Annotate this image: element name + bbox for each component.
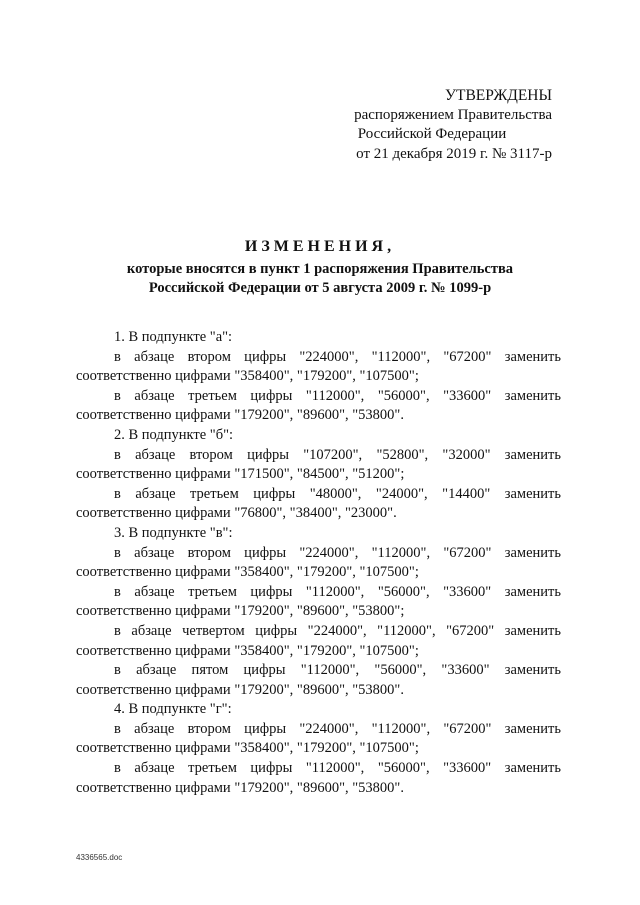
item-heading: 3. В подпункте "в": xyxy=(114,524,233,541)
paragraph-line: в абзаце втором цифры "224000", "112000", "67200" заменить xyxy=(114,348,561,365)
approval-line: Российской Федерации xyxy=(357,126,507,142)
approval-heading: УТВЕРЖДЕНЫ xyxy=(445,87,552,104)
item-heading: 1. В подпункте "а": xyxy=(114,329,233,345)
document-subtitle-line: Российской Федерации от 5 августа 2009 г. № 1099-р xyxy=(148,280,492,296)
document-file-id: 4336565.doc xyxy=(76,853,123,862)
paragraph-line: соответственно цифрами "76800", "38400", "23000". xyxy=(76,505,397,522)
document-body xyxy=(76,328,561,798)
paragraph-line: в абзаце третьем цифры "112000", "56000", "33600" заменить xyxy=(114,387,561,404)
paragraph-line: в абзаце третьем цифры "112000", "56000", "33600" заменить xyxy=(114,583,561,600)
paragraph-line: соответственно цифрами "358400", "179200", "107500"; xyxy=(76,642,419,659)
paragraph-line: соответственно цифрами "179200", "89600", "53800". xyxy=(76,407,404,424)
paragraph-line: соответственно цифрами "358400", "179200", "107500"; xyxy=(76,564,419,581)
approval-block xyxy=(312,86,552,164)
document-subtitle-line: которые вносятся в пункт 1 распоряжения Правительства xyxy=(126,261,514,277)
paragraph-line: соответственно цифрами "179200", "89600", "53800"; xyxy=(76,603,405,620)
paragraph-line: соответственно цифрами "179200", "89600", "53800". xyxy=(76,779,404,796)
paragraph-line: соответственно цифрами "179200", "89600", "53800". xyxy=(76,681,404,698)
paragraph-line: в абзаце втором цифры "224000", "112000", "67200" заменить xyxy=(114,544,561,561)
item-heading: 4. В подпункте "г": xyxy=(114,701,232,718)
document-title: ИЗМЕНЕНИЯ, xyxy=(244,238,396,255)
document-heading xyxy=(0,234,640,298)
paragraph-line: в абзаце четвертом цифры "224000", "112000", "67200" заменить xyxy=(114,622,561,639)
paragraph-line: соответственно цифрами "171500", "84500", "51200"; xyxy=(76,466,405,483)
approval-date-number: от 21 декабря 2019 г. № 3117-р xyxy=(356,145,552,162)
paragraph-line: в абзаце третьем цифры "48000", "24000", "14400" заменить xyxy=(114,485,561,502)
paragraph-line: соответственно цифрами "358400", "179200", "107500"; xyxy=(76,740,419,757)
paragraph-line: в абзаце втором цифры "224000", "112000", "67200" заменить xyxy=(114,720,561,737)
paragraph-line: в абзаце третьем цифры "112000", "56000", "33600" заменить xyxy=(114,760,561,777)
item-heading: 2. В подпункте "б": xyxy=(114,426,234,443)
approval-line: распоряжением Правительства xyxy=(354,106,552,123)
paragraph-line: в абзаце пятом цифры "112000", "56000", "33600" заменить xyxy=(114,662,561,679)
paragraph-line: в абзаце втором цифры "107200", "52800", "32000" заменить xyxy=(114,446,561,463)
paragraph-line: соответственно цифрами "358400", "179200", "107500"; xyxy=(76,368,419,385)
